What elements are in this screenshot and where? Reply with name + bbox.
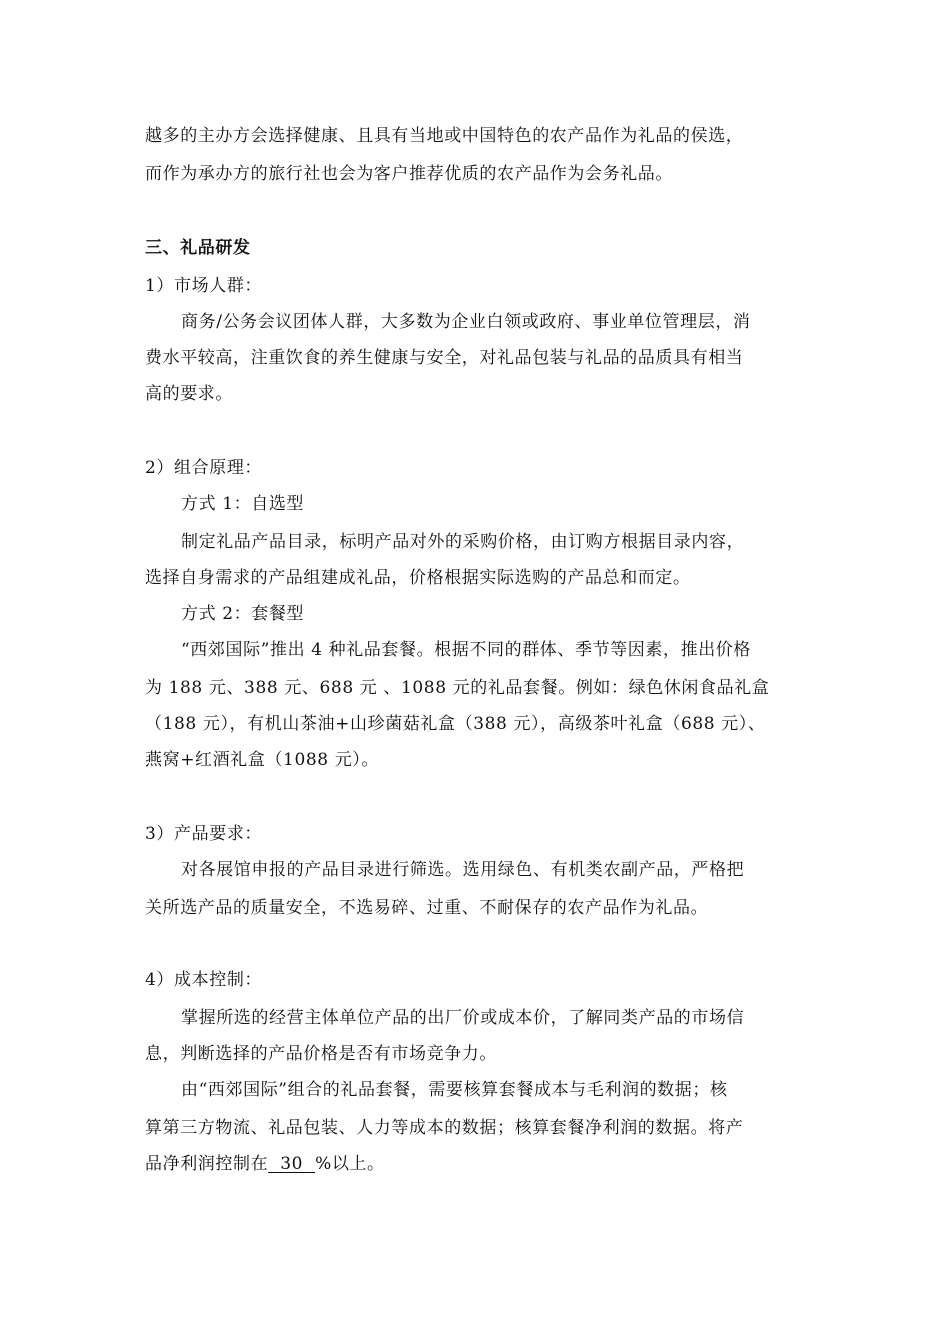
section-heading: 三、礼品研发 <box>145 238 251 258</box>
mode2-line-1: “西郊国际”推出 4 种礼品套餐。根据不同的群体、季节等因素，推出价格 <box>181 640 752 660</box>
cost-title: 4）成本控制： <box>145 970 263 990</box>
net-profit-prefix: 品净利润控制在 <box>145 1154 269 1174</box>
mode2-label: 方式 2：套餐型 <box>181 604 305 624</box>
intro-line-2: 而作为承办方的旅行社也会为客户推荐优质的农产品作为会务礼品。 <box>145 164 673 184</box>
requirements-line-1: 对各展馆申报的产品目录进行筛选。选用绿色、有机类农副产品，严格把 <box>181 860 745 880</box>
cost-p2-line-1: 由“西郊国际”组合的礼品套餐，需要核算套餐成本与毛利润的数据；核 <box>181 1080 728 1100</box>
requirements-line-2: 关所选产品的质量安全，不选易碎、过重、不耐保存的农产品作为礼品。 <box>145 898 709 918</box>
market-line-3: 高的要求。 <box>145 384 233 404</box>
cost-p1-line-1: 掌握所选的经营主体单位产品的出厂价或成本价，了解同类产品的市场信 <box>181 1008 745 1028</box>
market-title: 1）市场人群： <box>145 276 263 296</box>
requirements-title: 3）产品要求： <box>145 824 263 844</box>
mode1-line-1: 制定礼品产品目录，标明产品对外的采购价格，由订购方根据目录内容， <box>181 532 745 552</box>
intro-line-1: 越多的主办方会选择健康、且具有当地或中国特色的农产品作为礼品的侯选， <box>145 126 744 146</box>
mode1-line-2: 选择自身需求的产品组建成礼品，价格根据实际选购的产品总和而定。 <box>145 568 691 588</box>
cost-p2-line-2: 算第三方物流、礼品包装、人力等成本的数据；核算套餐净利润的数据。将产 <box>145 1118 744 1138</box>
net-profit-suffix: %以上。 <box>315 1154 385 1174</box>
mode1-label: 方式 1：自选型 <box>181 494 305 514</box>
net-profit-percent-value: 30 <box>268 1154 316 1174</box>
market-line-2: 费水平较高，注重饮食的养生健康与安全，对礼品包装与礼品的品质具有相当 <box>145 348 744 368</box>
mode2-line-2: 为 188 元、388 元、688 元 、1088 元的礼品套餐。例如：绿色休闲食品礼盒 <box>145 678 770 698</box>
combination-title: 2）组合原理： <box>145 458 263 478</box>
mode2-line-4: 燕窝+红酒礼盒（1088 元）。 <box>145 750 380 770</box>
market-line-1: 商务/公务会议团体人群，大多数为企业白领或政府、事业单位管理层，消 <box>181 312 751 332</box>
cost-p2-line-3 <box>145 1152 385 1176</box>
mode2-line-3: （188 元），有机山茶油+山珍菌菇礼盒（388 元），高级茶叶礼盒（688 元）、 <box>145 714 766 734</box>
cost-p1-line-2: 息，判断选择的产品价格是否有市场竞争力。 <box>145 1044 497 1064</box>
